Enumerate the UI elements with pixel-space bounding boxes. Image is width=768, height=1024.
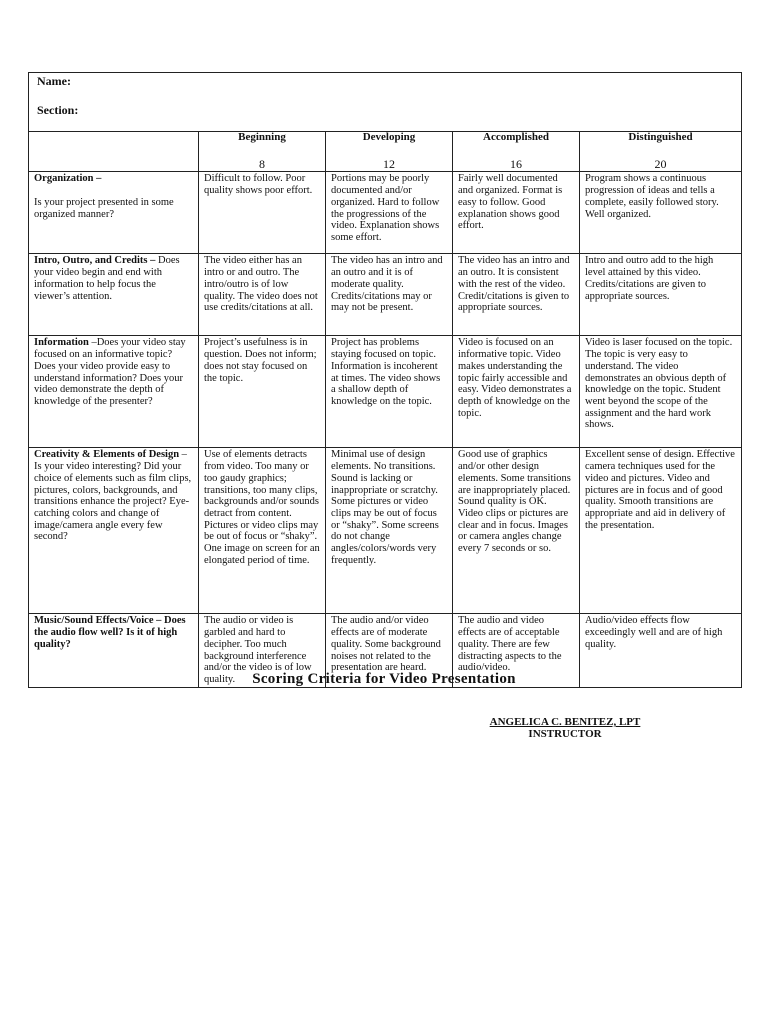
score-cell-accomplished: The audio and video effects are of acceptable quality. There are few distracting aspects to the audio/video. — [453, 614, 580, 687]
criterion-title: Intro, Outro, and Credits – — [34, 255, 156, 267]
criterion-cell — [29, 172, 199, 254]
score-cell-beginning: The video either has an intro or and outro. The intro/outro is of low quality. The video does not use credits/citations at all. — [199, 254, 326, 336]
criterion-description: Does your video begin and end with information to help focus the viewer’s attention. — [34, 255, 180, 302]
criterion-row-intro-outro — [29, 254, 742, 336]
criterion-description: Does the audio flow well? Is it of high quality? — [34, 615, 186, 650]
level-points: 16 — [510, 156, 522, 171]
criterion-description: Is your project presented in some organized manner? — [34, 196, 174, 220]
level-label: Developing — [362, 131, 416, 143]
score-cell-developing: Portions may be poorly documented and/or organized. Hard to follow the progressions of the video. Explanation shows some effort. — [326, 172, 453, 254]
criterion-cell — [29, 448, 199, 614]
score-cell-developing: Project has problems staying focused on topic. Information is incoherent at times. The video shows a shallow depth of knowledge on the topic. — [326, 336, 453, 448]
name-section-row — [29, 73, 742, 132]
score-cell-accomplished: Video is focused on an informative topic. Video makes understanding the topic fairly accessible and easy. Video demonstrates a depth of knowledge on the topic. — [453, 336, 580, 448]
name-section-cell — [29, 73, 742, 132]
section-label: Section: — [37, 103, 79, 117]
criterion-cell — [29, 336, 199, 448]
criterion-row-organization — [29, 172, 742, 254]
score-cell-distinguished: Program shows a continuous progression of ideas and tells a complete, easily followed story. Well organized. — [580, 172, 742, 254]
criterion-title: Music/Sound Effects/Voice – — [34, 615, 162, 627]
score-cell-accomplished: Fairly well documented and organized. Format is easy to follow. Good explanation shows good effort. — [453, 172, 580, 254]
score-cell-distinguished: Video is laser focused on the topic. The topic is very easy to understand. The video demonstrates an obvious depth of knowledge on the topic. Student went beyond the scope of the assignment and the hard work shows. — [580, 336, 742, 448]
level-header-distinguished — [580, 132, 742, 172]
score-cell-developing: The video has an intro and an outro and it is of moderate quality. Credits/citations may or may not be present. — [326, 254, 453, 336]
score-cell-accomplished: The video has an intro and an outro. It is consistent with the rest of the video. Credit/citations is given to appropriate sources. — [453, 254, 580, 336]
level-label: Distinguished — [628, 131, 693, 143]
score-cell-developing: The audio and/or video effects are of moderate quality. Some background noises not related to the presentation are heard. — [326, 614, 453, 687]
criterion-cell — [29, 254, 199, 336]
level-label: Accomplished — [483, 131, 549, 143]
score-cell-beginning: Difficult to follow. Poor quality shows poor effort. — [199, 172, 326, 254]
criterion-title: Creativity & Elements of Design — [34, 449, 180, 461]
score-cell-distinguished: Excellent sense of design. Effective camera techniques used for the video and pictures. Video and pictures are in focus and of good quality. Smooth transitions are appropriate and aid in delivery of the presentation. — [580, 448, 742, 614]
level-header-accomplished — [453, 132, 580, 172]
score-cell-distinguished: Audio/video effects flow exceedingly well and are of high quality. — [580, 614, 742, 687]
instructor-name: ANGELICA C. BENITEZ, LPT — [489, 716, 641, 728]
score-cell-developing: Minimal use of design elements. No transitions. Sound is lacking or inappropriate or scratchy. Some pictures or video clips may be out of focus or “shaky”. Some screens do not change angles/colors/words very frequently. — [326, 448, 453, 614]
level-header-beginning — [199, 132, 326, 172]
level-points: 20 — [654, 156, 667, 171]
score-cell-accomplished: Good use of graphics and/or other design elements. Some transitions are inappropriately placed. Sound quality is OK. Video clips or pictures are clear and in focus. Images or camera angles change every 7 seconds or so. — [453, 448, 580, 614]
blank-header-cell — [29, 132, 199, 172]
level-points: 12 — [383, 156, 395, 171]
criterion-row-creativity — [29, 448, 742, 614]
criterion-description: – Is your video interesting? Did your choice of elements such as film clips, pictures, colors, backgrounds, and transitions enhance the project? Eye-catching colors and change of image/camera angle every few second? — [34, 449, 192, 543]
score-cell-distinguished: Intro and outro add to the high level attained by this video. Credits/citations are given to appropriate sources. — [580, 254, 742, 336]
table-caption: Scoring Criteria for Video Presentation — [252, 671, 516, 687]
score-cell-beginning: Use of elements detracts from video. Too many or too gaudy graphics; transitions, too many clips, backgrounds and/or sounds detract from content. Pictures or video clips may be out of focus or “shaky”. One image on screen for an elongated period of time. — [199, 448, 326, 614]
instructor-signature-block — [470, 716, 660, 740]
score-cell-beginning: Project’s usefulness is in question. Does not inform; does not stay focused on the topic. — [199, 336, 326, 448]
criterion-title: Information — [34, 337, 89, 349]
name-label: Name: — [37, 74, 71, 88]
level-label: Beginning — [238, 131, 286, 143]
score-cell-beginning: The audio or video is garbled and hard to decipher. Too much background interference and/or the video is of low quality. — [199, 614, 326, 687]
rubric-table — [28, 72, 742, 688]
criterion-description: –Does your video stay focused on an informative topic? Does your video provide easy to understand information? Does your video demonstrate the depth of knowledge of the presenter? — [34, 337, 186, 407]
level-header-row — [29, 132, 742, 172]
criterion-title: Organization – — [34, 173, 102, 185]
level-header-developing — [326, 132, 453, 172]
instructor-title: INSTRUCTOR — [528, 728, 602, 740]
criterion-row-information — [29, 336, 742, 448]
level-points: 8 — [259, 156, 265, 171]
